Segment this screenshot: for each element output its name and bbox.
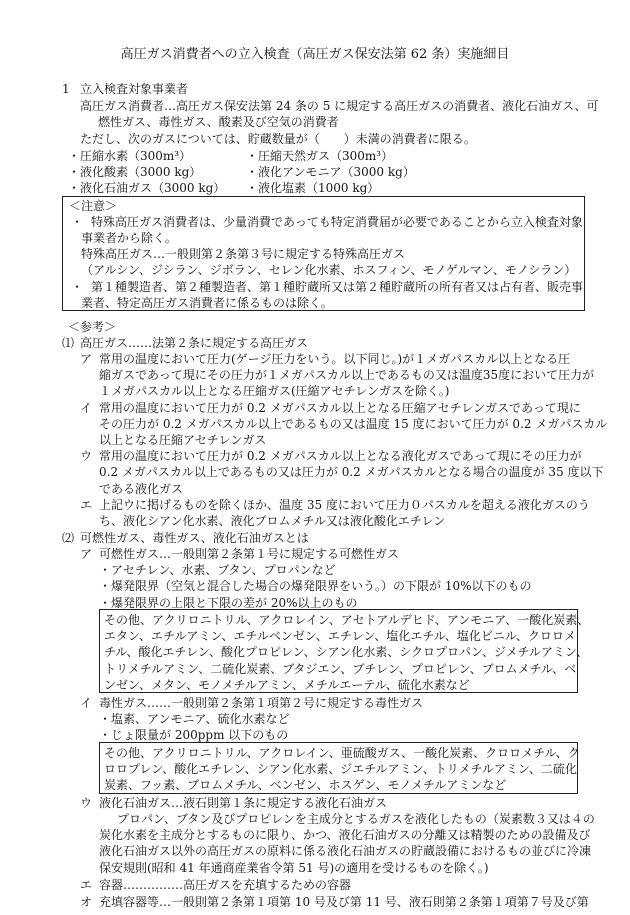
item-marker: エ xyxy=(80,498,93,512)
proviso-line: ただし、次のガスについては、貯蔵数量が（ ）未満の消費者に限る。 xyxy=(80,132,476,146)
body-line: プロパン、ブタン及びプロピレンを主成分とするガスを液化したもの（炭素数３又は４の xyxy=(117,812,595,826)
item-line: 充填容器等…一般則第２条第１項第 10 号及び第 11 号、液石則第２条第１項第７号及び第 xyxy=(99,895,589,909)
box-line: ロロプレン、酸化エチレン、シアン化水素、ジエチルアミン、トリメチルアミン、二硫化 xyxy=(104,762,577,776)
note-line: （アルシン、ジシラン、ジボラン、セレン化水素、ホスフィン、モノゲルマン、モノシラン） xyxy=(81,263,577,277)
item-marker: ウ xyxy=(80,796,93,810)
gas-item: ・液化アンモニア（3000 kg） xyxy=(246,165,415,179)
bullet-line: ・じょ限量が 200ppm 以下のもの xyxy=(99,728,289,742)
box-line: ンゼン、メタン、モノメチルアミン、メチルエーテル、硫化水素など xyxy=(104,678,470,692)
note-line: 特殊高圧ガス消費者は、少量消費であっても特定消費届が必要であることから立入検査対象 xyxy=(91,215,583,229)
document-title: 高圧ガス消費者への立入検査（高圧ガス保安法第 62 条）実施細目 xyxy=(120,47,510,62)
box-line: エタン、エチルアミン、エチルベンゼン、エチレン、塩化エチル、塩化ビニル、クロロメ xyxy=(104,629,576,643)
item-line: である液化ガス xyxy=(99,482,184,496)
reference-section-heading: 可燃性ガス、毒性ガス、液化石油ガスとは xyxy=(80,531,309,545)
note-bullet: ・ xyxy=(71,215,84,229)
item-line: その圧力が 0.2 メガパスカル以上であるもの又は温度 15 度において圧力が 0.2 メガパスカル xyxy=(99,417,608,431)
item-line: 以上となる圧縮アセチレンガス xyxy=(99,433,267,447)
item-line: ち、液化シアン化水素、液化ブロムメチル又は液化酸化エチレン xyxy=(99,514,446,528)
note-line: 第１種製造者、第２種製造者、第１種貯蔵所又は第２種貯蔵所の所有者又は占有者、販売事 xyxy=(91,280,584,294)
item-line: 常用の温度において圧力が 0.2 メガパスカル以上となる圧縮アセチレンガスであって現に xyxy=(99,401,581,415)
reference-label: ＜参考＞ xyxy=(68,320,117,334)
box-line: その他、アクリロニトリル、アクロレイン、アセトアルデヒド、アンモニア、一酸化炭素、 xyxy=(104,613,590,627)
reference-section-marker: ⑴ xyxy=(62,336,75,350)
item-marker: ア xyxy=(80,547,93,561)
body-line: 保安規則(昭和 41 年通商産業省令第 51 号)の適用を受けるものを除く。) xyxy=(99,861,489,875)
item-line: １メガパスカル以上となる圧縮ガス(圧縮アセチレンガスを除く。) xyxy=(99,384,450,398)
box-line: 炭素、フッ素、ブロムメチル、ベンゼン、ホスゲン、モノメチルアミンなど xyxy=(104,778,507,792)
item-line: 容器……………高圧ガスを充填するための容器 xyxy=(99,878,352,892)
item-line: 可燃性ガス…一般則第２条第１号に規定する可燃性ガス xyxy=(99,547,400,561)
definition-line: 燃性ガス、毒性ガス、酸素及び空気の消費者 xyxy=(98,115,339,129)
bullet-line: ・爆発限界（空気と混合した場合の爆発限界をいう。）の下限が 10%以下のもの xyxy=(99,579,532,593)
item-marker: ウ xyxy=(80,449,93,463)
note-line: 特殊高圧ガス…一般則第２条第３号に規定する特殊高圧ガス xyxy=(81,247,406,261)
bullet-line: ・爆発限界の上限と下限の差が 20%以上のもの xyxy=(99,596,358,610)
item-line: 常用の温度において圧力(ゲージ圧力をいう。以下同じ。)が１メガパスカル以上となる圧 xyxy=(99,352,571,366)
item-line: 上記ウに掲げるものを除くほか、温度 35 度において圧力０パスカルを超える液化ガスのう xyxy=(99,498,590,512)
reference-section-heading: 高圧ガス……法第２条に規定する高圧ガス xyxy=(80,336,309,350)
box-line: チル、酸化エチレン、酸化プロピレン、シアン化水素、シクロプロパン、ジメチルアミン、 xyxy=(104,645,589,659)
reference-section-marker: ⑵ xyxy=(62,531,75,545)
body-line: 液化石油ガス以外の高圧ガスの原料に係る液化石油ガスの貯蔵設備におけるもの並びに冷凍 xyxy=(99,844,592,858)
flammable-gas-list-box xyxy=(99,609,590,693)
gas-item: ・圧縮水素（300m³） xyxy=(68,149,192,163)
section-number: 1 xyxy=(62,82,70,96)
toxic-gas-list-box xyxy=(99,742,578,794)
box-line: その他、アクリロニトリル、アクロレイン、亜硫酸ガス、一酸化炭素、クロロメチル、ク xyxy=(104,746,580,760)
note-line: 業者、特定高圧ガス消費者に係るものは除く。 xyxy=(81,296,333,310)
item-marker: イ xyxy=(80,401,93,415)
item-line: 常用の温度において圧力が 0.2 メガパスカル以上となる液化ガスであって現にその圧力が xyxy=(99,449,582,463)
box-line: トリメチルアミン、二硫化炭素、ブタジエン、ブチレン、プロピレン、ブロムメチル、ベ xyxy=(104,662,577,676)
gas-item: ・圧縮天然ガス（300m³） xyxy=(246,149,394,163)
definition-line: 高圧ガス消費者…高圧ガス保安法第 24 条の 5 に規定する高圧ガスの消費者、液化石油ガス、可 xyxy=(80,99,599,113)
item-line: 縮ガスであって現にその圧力が１メガパスカル以上であるもの又は温度35度において圧力が xyxy=(99,368,595,382)
item-marker: オ xyxy=(80,895,93,909)
bullet-line: ・アセチレン、水素、ブタン、プロパンなど xyxy=(99,563,336,577)
gas-item: ・液化酸素（3000 kg） xyxy=(68,165,202,179)
section-heading: 立入検査対象事業者 xyxy=(80,82,189,96)
item-marker: イ xyxy=(80,696,93,710)
item-marker: ア xyxy=(80,352,93,366)
note-line: 事業者から除く。 xyxy=(81,231,177,245)
gas-item: ・液化石油ガス（3000 kg） xyxy=(68,181,226,195)
note-box xyxy=(62,196,585,311)
note-label: ＜注意＞ xyxy=(69,199,118,213)
item-marker: エ xyxy=(80,878,93,892)
body-line: 炭化水素を主成分とするものに限り、かつ、液化石油ガスの分離又は精製のための設備及び xyxy=(99,828,591,842)
item-line: 液化石油ガス…液石則第１条に規定する液化石油ガス xyxy=(99,796,388,810)
bullet-line: ・塩素、アンモニア、硫化水素など xyxy=(99,712,290,726)
gas-item: ・液化塩素（1000 kg） xyxy=(246,181,380,195)
note-bullet: ・ xyxy=(71,280,84,294)
item-line: 毒性ガス……一般則第２条第１項第２号に規定する毒性ガス xyxy=(99,696,424,710)
item-line: 0.2 メガパスカル以上であるもの又は圧力が 0.2 メガパスカルとなる場合の温度が 35 度以下 xyxy=(99,465,604,479)
